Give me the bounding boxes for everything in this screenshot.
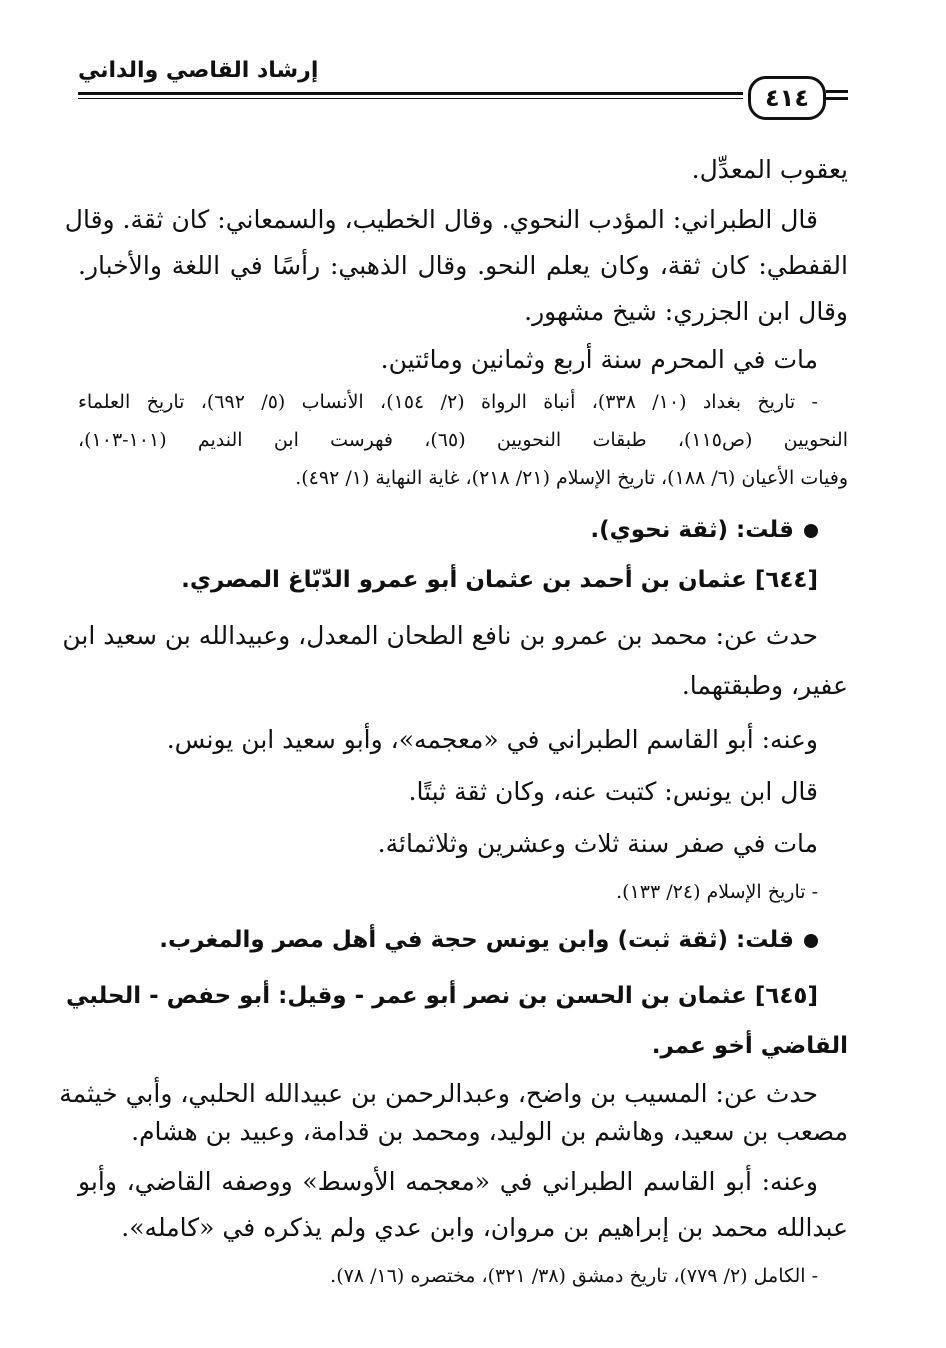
text-line: القفطي: كان ثقة، وكان يعلم النحو. وقال الذهبي: رأسًا في اللغة والأخبار. — [78, 251, 848, 280]
remark-line: قلت: (ثقة نحوي). — [78, 510, 818, 550]
entry-heading: [٦٤٥] عثمان بن الحسن بن نصر أبو عمر - وقيل: أبو حفص - الحلبي — [65, 983, 818, 1009]
text-line: يعقوب المعدِّل. — [691, 155, 848, 184]
text-line: حدث عن: المسيب بن واضح، وعبدالرحمن بن عبيدالله الحلبي، وأبي خيثمة — [59, 1079, 818, 1108]
header-rule-right-thin — [826, 97, 848, 100]
text-line: وعنه: أبو القاسم الطبراني في «معجمه»، وأبو سعيد ابن يونس. — [166, 725, 818, 754]
text-line: وقال ابن الجزري: شيخ مشهور. — [524, 297, 848, 326]
footnote-line: وفيات الأعيان (٦/ ١٨٨)، تاريخ الإسلام (٢١/ ٢١٨)، غاية النهاية (١/ ٤٩٢). — [295, 467, 848, 489]
text-line: قال ابن يونس: كتبت عنه، وكان ثقة ثبتًا. — [408, 777, 818, 806]
footnote-line: - الكامل (٢/ ٧٧٩)، تاريخ دمشق (٣٨/ ٣٢١)، مختصره (١٦/ ٧٨). — [330, 1265, 818, 1287]
text-line: مصعب بن سعيد، وهاشم بن الوليد، ومحمد بن قدامة، وعبيد بن هشام. — [131, 1117, 848, 1146]
footnote-line: - تاريخ الإسلام (٢٤/ ١٣٣). — [616, 881, 818, 903]
footnote-line: - تاريخ بغداد (١٠/ ٣٣٨)، أنباة الرواة (٢/ ١٥٤)، الأنساب (٥/ ٦٩٢)، تاريخ العلماء — [78, 391, 818, 413]
text-line: وعنه: أبو القاسم الطبراني في «معجمه الأوسط» ووصفه القاضي، وأبو — [78, 1167, 818, 1196]
text-line: حدث عن: محمد بن عمرو بن نافع الطحان المعدل، وعبيدالله بن سعيد ابن — [62, 621, 818, 650]
entry-heading: [٦٤٤] عثمان بن أحمد بن عثمان أبو عمرو الدّبّاغ المصري. — [181, 567, 818, 593]
text-line: عبدالله محمد بن إبراهيم بن مروان، وابن عدي ولم يذكره في «كامله». — [121, 1213, 848, 1242]
footnote-line: النحويين (ص١١٥)، طبقات النحويين (٦٥)، فهرست ابن النديم (١٠١-١٠٣)، — [78, 429, 848, 451]
bullet-icon — [804, 934, 818, 948]
remark-line: قلت: (ثقة ثبت) وابن يونس حجة في أهل مصر والمغرب. — [78, 920, 818, 960]
page-number-badge — [748, 76, 826, 120]
page-number: ٤١٤ — [765, 84, 809, 112]
running-title: إرشاد القاصي والداني — [78, 58, 319, 83]
header-rule-right — [826, 90, 848, 93]
bullet-icon — [804, 524, 818, 538]
header-rule — [78, 92, 743, 95]
entry-heading: القاضي أخو عمر. — [651, 1033, 848, 1059]
page-header — [78, 56, 848, 120]
text-line: مات في صفر سنة ثلاث وعشرين وثلاثمائة. — [377, 829, 818, 858]
text-line: عفير، وطبقتهما. — [681, 671, 848, 700]
text-line: قال الطبراني: المؤدب النحوي. وقال الخطيب، والسمعاني: كان ثقة. وقال — [64, 205, 818, 234]
header-rule-thin — [78, 98, 743, 99]
text-line: مات في المحرم سنة أربع وثمانين ومائتين. — [380, 345, 818, 374]
